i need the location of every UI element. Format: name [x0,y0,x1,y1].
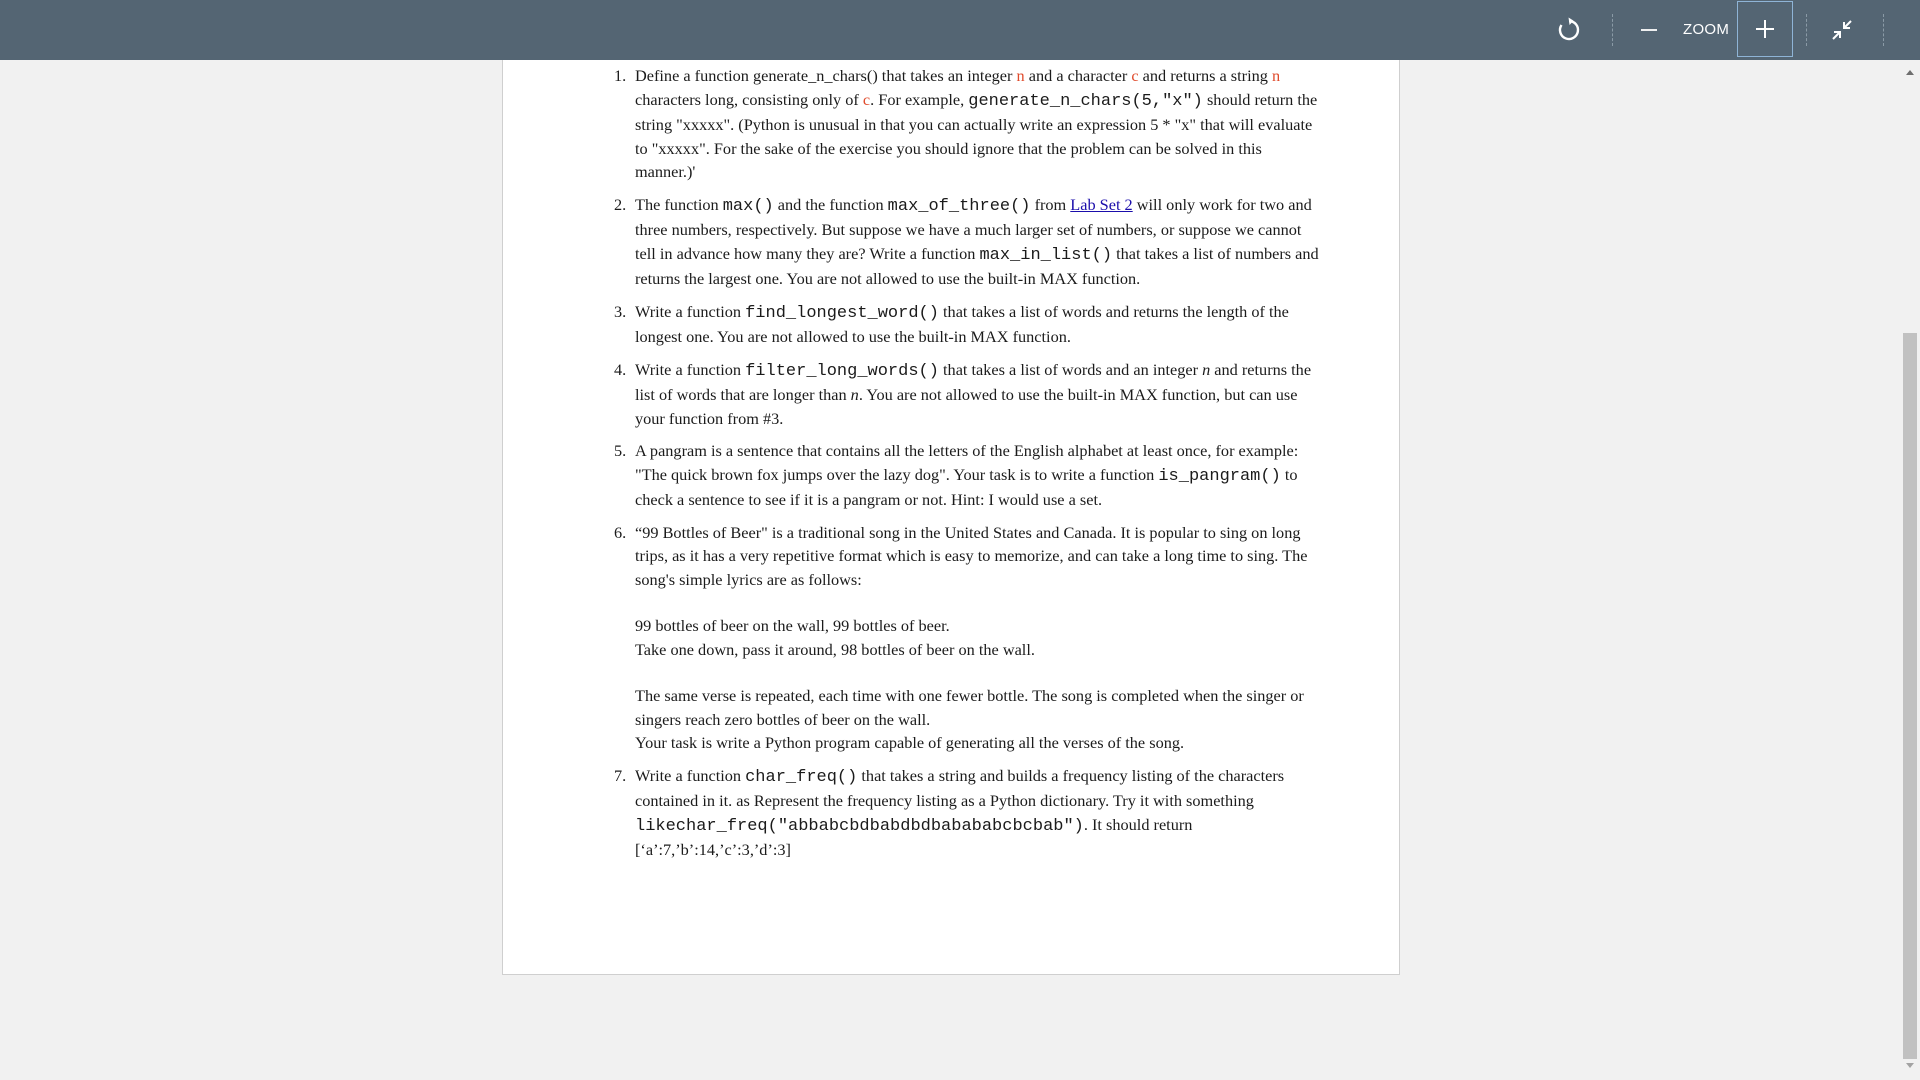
code-snippet: max() [722,196,774,216]
code-snippet: likechar_freq("abbabcbdbabdbdbabababcbcbab") [635,816,1084,836]
variable-n: n [1202,359,1211,379]
toolbar-separator [1612,14,1613,46]
arrow-up-icon [1905,68,1915,76]
code-snippet: max_in_list() [979,245,1113,265]
question-4: 4. Write a function filter_long_words() that takes a list of words and an integer n and returns the list of words that are longer than n. You are not allowed to use the built-in MAX function, but can use your function from #3. [614,359,1312,428]
param-c: c [862,89,871,109]
question-5: 5. A pangram is a sentence that contains all the letters of the English alphabet at least once, for example: "The quick brown fox jumps over the lazy dog". Your task is to write a function is_pangram() to check a sentence to see if it is a pangram or not. Hint: I would use a set. [614,441,1299,509]
code-snippet: filter_long_words() [745,361,939,381]
lyric-line: 99 bottles of beer on the wall, 99 bottles of beer. [635,616,950,635]
scroll-up-button[interactable] [1900,64,1920,80]
page-content [614,64,1326,871]
top-toolbar [0,0,1920,60]
reset-icon [1556,17,1582,43]
document-page [502,60,1400,975]
arrow-down-icon [1905,1062,1915,1070]
question-text: The same verse is repeated, each time with one fewer bottle. The song is completed when the singer or singers reach zero bottles of beer on the wall. [635,686,1304,729]
param-c: c [1131,66,1139,85]
question-number: 6. [614,522,627,542]
question-6 [614,521,1326,755]
code-snippet: max_of_three() [887,196,1031,216]
variable-n: n [850,385,859,404]
collapse-icon [1830,18,1854,42]
spacer [635,591,1326,614]
toolbar-separator [1806,14,1807,46]
param-n: n [1016,66,1025,85]
question-number: 2. [614,194,627,214]
lab-set-2-link[interactable]: Lab Set 2 [1070,194,1133,214]
minus-icon [1639,20,1659,40]
vertical-scrollbar[interactable] [1900,60,1920,1080]
zoom-in-button[interactable] [1737,1,1793,57]
code-snippet: char_freq() [745,767,858,787]
toolbar-separator [1883,14,1884,46]
reset-button[interactable] [1551,0,1587,60]
question-7: 7. Write a function char_freq() that takes a string and builds a frequency listing of the characters contained in it. as Represent the frequency listing as a Python dictionary. Try it with something likechar_freq("abbabcbdbabdbdbabababcbcbab"). It should return [‘a’:7,’b’:14,’c’:3,’d’:3] [614,765,1285,859]
question-text: Your task is write a Python program capable of generating all the verses of the song. [635,733,1185,752]
question-number: 7. [614,765,627,785]
plus-icon [1754,18,1776,40]
code-snippet: is_pangram() [1158,466,1281,486]
lyric-line: Take one down, pass it around, 98 bottles of beer on the wall. [635,639,1035,659]
question-number: 3. [614,301,627,321]
question-number: 1. [614,66,627,85]
question-list [614,64,1326,862]
code-snippet: find_longest_word() [745,303,939,323]
scrollbar-thumb[interactable] [1903,333,1917,1059]
document-viewer [0,60,1920,1080]
question-3: 3. Write a function find_longest_word() that takes a list of words and returns the length of the longest one. You are not allowed to use the built-in MAX function. [614,301,1289,346]
question-text: “99 Bottles of Beer" is a traditional song in the United States and Canada. It is popular to sing on long trips, as it has a very repetitive format which is easy to memorize, and can take a long time to sing. The song's simple lyrics are as follows: [635,522,1308,589]
question-1: 1. Define a function generate_n_chars() that takes an integer n and a character c and returns a string n characters long, consisting only of c. For example, generate_n_chars(5,"x") should return the string "xxxxx". (Python is unusual in that you can actually write an expression 5 * "x" that will evaluate to "xxxxx". For the sake of the exercise you should ignore that the problem can be solved in this manner.)' [614,66,1318,181]
spacer [635,661,1326,684]
question-number: 5. [614,441,627,460]
collapse-button[interactable] [1826,0,1858,60]
scroll-down-button[interactable] [1900,1058,1920,1074]
code-snippet: generate_n_chars(5,"x") [968,91,1203,111]
param-n: n [1271,66,1281,85]
question-2: 2. The function max() and the function max_of_three() from Lab Set 2 will only work for two and three numbers, respectively. But suppose we have a much larger set of numbers, or suppose we cannot tell in advance how many they are? Write a function max_in_list() that takes a list of numbers and returns the largest one. You are not allowed to use the built-in MAX function. [614,194,1319,288]
zoom-label: ZOOM [1683,21,1730,38]
question-number: 4. [614,359,627,379]
zoom-out-button[interactable] [1636,0,1662,60]
